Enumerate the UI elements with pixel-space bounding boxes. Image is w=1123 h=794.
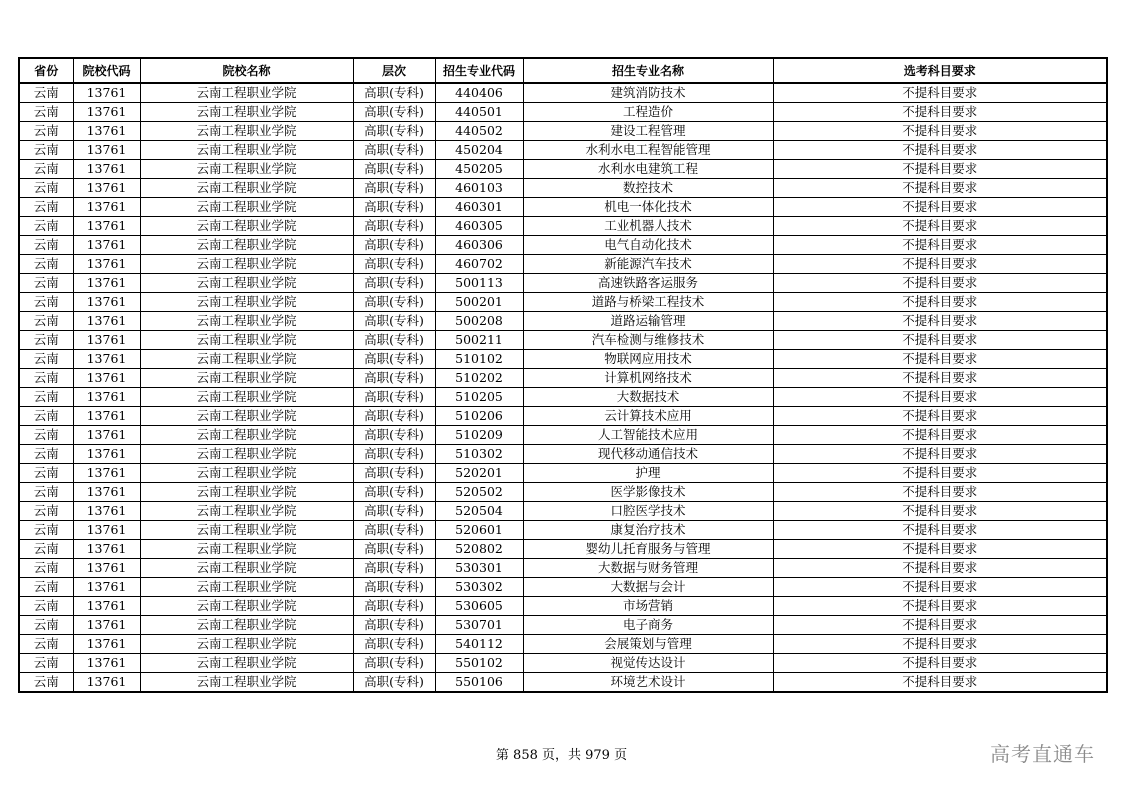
cell-level: 高职(专科): [353, 217, 435, 236]
cell-major-name: 护理: [523, 464, 773, 483]
cell-level: 高职(专科): [353, 255, 435, 274]
cell-school-code: 13761: [73, 255, 140, 274]
cell-major-name: 大数据与财务管理: [523, 559, 773, 578]
cell-school-code: 13761: [73, 160, 140, 179]
header-school-code: 院校代码: [73, 58, 140, 83]
cell-level: 高职(专科): [353, 578, 435, 597]
cell-major-code: 440502: [435, 122, 523, 141]
cell-major-code: 550102: [435, 654, 523, 673]
table-row: [19, 673, 1107, 693]
cell-school-name: 云南工程职业学院: [140, 103, 353, 122]
cell-school-name: 云南工程职业学院: [140, 426, 353, 445]
cell-major-name: 婴幼儿托育服务与管理: [523, 540, 773, 559]
cell-level: 高职(专科): [353, 236, 435, 255]
cell-school-code: 13761: [73, 293, 140, 312]
cell-school-name: 云南工程职业学院: [140, 122, 353, 141]
table-row: [19, 597, 1107, 616]
cell-subject-requirement: 不提科目要求: [773, 635, 1107, 654]
cell-major-code: 460702: [435, 255, 523, 274]
cell-major-name: 机电一体化技术: [523, 198, 773, 217]
cell-major-name: 计算机网络技术: [523, 369, 773, 388]
cell-province: 云南: [19, 255, 73, 274]
cell-school-code: 13761: [73, 654, 140, 673]
table-row: [19, 274, 1107, 293]
cell-subject-requirement: 不提科目要求: [773, 464, 1107, 483]
cell-subject-requirement: 不提科目要求: [773, 236, 1107, 255]
cell-level: 高职(专科): [353, 293, 435, 312]
table-row: [19, 521, 1107, 540]
cell-school-name: 云南工程职业学院: [140, 673, 353, 693]
cell-major-code: 550106: [435, 673, 523, 693]
cell-province: 云南: [19, 217, 73, 236]
cell-school-code: 13761: [73, 673, 140, 693]
cell-major-code: 460305: [435, 217, 523, 236]
cell-major-name: 康复治疗技术: [523, 521, 773, 540]
cell-province: 云南: [19, 578, 73, 597]
cell-school-code: 13761: [73, 464, 140, 483]
table-row: [19, 103, 1107, 122]
cell-major-code: 520802: [435, 540, 523, 559]
cell-subject-requirement: 不提科目要求: [773, 388, 1107, 407]
cell-subject-requirement: 不提科目要求: [773, 331, 1107, 350]
cell-subject-requirement: 不提科目要求: [773, 654, 1107, 673]
cell-school-code: 13761: [73, 331, 140, 350]
cell-subject-requirement: 不提科目要求: [773, 407, 1107, 426]
cell-level: 高职(专科): [353, 141, 435, 160]
cell-province: 云南: [19, 274, 73, 293]
cell-major-name: 数控技术: [523, 179, 773, 198]
cell-subject-requirement: 不提科目要求: [773, 559, 1107, 578]
cell-major-name: 口腔医学技术: [523, 502, 773, 521]
cell-major-code: 500208: [435, 312, 523, 331]
cell-major-code: 510202: [435, 369, 523, 388]
cell-major-code: 510102: [435, 350, 523, 369]
cell-school-name: 云南工程职业学院: [140, 217, 353, 236]
cell-province: 云南: [19, 350, 73, 369]
cell-subject-requirement: 不提科目要求: [773, 502, 1107, 521]
cell-subject-requirement: 不提科目要求: [773, 578, 1107, 597]
cell-major-name: 电气自动化技术: [523, 236, 773, 255]
cell-province: 云南: [19, 369, 73, 388]
cell-level: 高职(专科): [353, 122, 435, 141]
header-subject-requirement: 选考科目要求: [773, 58, 1107, 83]
cell-level: 高职(专科): [353, 464, 435, 483]
cell-major-name: 现代移动通信技术: [523, 445, 773, 464]
table-row: [19, 293, 1107, 312]
cell-province: 云南: [19, 559, 73, 578]
cell-subject-requirement: 不提科目要求: [773, 160, 1107, 179]
table-row: [19, 369, 1107, 388]
cell-school-code: 13761: [73, 578, 140, 597]
cell-school-code: 13761: [73, 236, 140, 255]
cell-province: 云南: [19, 198, 73, 217]
page-number: 第 858 页，共 979 页: [495, 748, 628, 763]
cell-major-code: 460103: [435, 179, 523, 198]
cell-province: 云南: [19, 122, 73, 141]
table-row: [19, 502, 1107, 521]
cell-school-code: 13761: [73, 521, 140, 540]
cell-school-code: 13761: [73, 179, 140, 198]
cell-province: 云南: [19, 521, 73, 540]
cell-major-code: 510209: [435, 426, 523, 445]
table-row: [19, 388, 1107, 407]
cell-major-name: 建筑消防技术: [523, 83, 773, 103]
cell-level: 高职(专科): [353, 521, 435, 540]
table-row: [19, 540, 1107, 559]
cell-school-code: 13761: [73, 616, 140, 635]
cell-subject-requirement: 不提科目要求: [773, 217, 1107, 236]
cell-major-name: 道路运输管理: [523, 312, 773, 331]
cell-school-name: 云南工程职业学院: [140, 141, 353, 160]
cell-school-code: 13761: [73, 141, 140, 160]
cell-school-code: 13761: [73, 122, 140, 141]
cell-level: 高职(专科): [353, 160, 435, 179]
cell-school-name: 云南工程职业学院: [140, 521, 353, 540]
cell-school-code: 13761: [73, 559, 140, 578]
cell-school-code: 13761: [73, 540, 140, 559]
cell-major-code: 520201: [435, 464, 523, 483]
cell-province: 云南: [19, 673, 73, 693]
cell-province: 云南: [19, 445, 73, 464]
table-row: [19, 426, 1107, 445]
cell-province: 云南: [19, 293, 73, 312]
cell-major-name: 环境艺术设计: [523, 673, 773, 693]
cell-subject-requirement: 不提科目要求: [773, 597, 1107, 616]
cell-major-code: 460301: [435, 198, 523, 217]
cell-major-name: 水利水电工程智能管理: [523, 141, 773, 160]
cell-level: 高职(专科): [353, 597, 435, 616]
cell-major-name: 新能源汽车技术: [523, 255, 773, 274]
cell-major-code: 500113: [435, 274, 523, 293]
table-row: [19, 616, 1107, 635]
cell-school-name: 云南工程职业学院: [140, 179, 353, 198]
table-row: [19, 179, 1107, 198]
cell-school-code: 13761: [73, 217, 140, 236]
cell-subject-requirement: 不提科目要求: [773, 274, 1107, 293]
cell-level: 高职(专科): [353, 274, 435, 293]
cell-major-name: 大数据与会计: [523, 578, 773, 597]
cell-subject-requirement: 不提科目要求: [773, 312, 1107, 331]
cell-school-name: 云南工程职业学院: [140, 578, 353, 597]
cell-province: 云南: [19, 502, 73, 521]
cell-subject-requirement: 不提科目要求: [773, 83, 1107, 103]
cell-subject-requirement: 不提科目要求: [773, 255, 1107, 274]
table-row: [19, 559, 1107, 578]
cell-school-name: 云南工程职业学院: [140, 654, 353, 673]
cell-major-name: 医学影像技术: [523, 483, 773, 502]
cell-major-code: 500211: [435, 331, 523, 350]
cell-school-name: 云南工程职业学院: [140, 331, 353, 350]
cell-level: 高职(专科): [353, 198, 435, 217]
table-row: [19, 635, 1107, 654]
cell-level: 高职(专科): [353, 312, 435, 331]
cell-major-code: 440501: [435, 103, 523, 122]
cell-province: 云南: [19, 426, 73, 445]
header-province: 省份: [19, 58, 73, 83]
cell-province: 云南: [19, 388, 73, 407]
cell-level: 高职(专科): [353, 616, 435, 635]
cell-major-name: 汽车检测与维修技术: [523, 331, 773, 350]
cell-school-code: 13761: [73, 369, 140, 388]
cell-level: 高职(专科): [353, 103, 435, 122]
cell-level: 高职(专科): [353, 83, 435, 103]
cell-school-name: 云南工程职业学院: [140, 369, 353, 388]
table-row: [19, 331, 1107, 350]
header-major-code: 招生专业代码: [435, 58, 523, 83]
cell-subject-requirement: 不提科目要求: [773, 198, 1107, 217]
cell-level: 高职(专科): [353, 559, 435, 578]
cell-school-name: 云南工程职业学院: [140, 502, 353, 521]
table-row: [19, 83, 1107, 103]
cell-major-name: 电子商务: [523, 616, 773, 635]
cell-major-name: 市场营销: [523, 597, 773, 616]
cell-province: 云南: [19, 331, 73, 350]
cell-school-code: 13761: [73, 350, 140, 369]
cell-major-name: 工程造价: [523, 103, 773, 122]
cell-school-code: 13761: [73, 635, 140, 654]
cell-school-name: 云南工程职业学院: [140, 350, 353, 369]
cell-school-name: 云南工程职业学院: [140, 83, 353, 103]
cell-province: 云南: [19, 83, 73, 103]
cell-major-code: 460306: [435, 236, 523, 255]
cell-subject-requirement: 不提科目要求: [773, 293, 1107, 312]
cell-subject-requirement: 不提科目要求: [773, 179, 1107, 198]
cell-subject-requirement: 不提科目要求: [773, 483, 1107, 502]
cell-subject-requirement: 不提科目要求: [773, 673, 1107, 693]
header-level: 层次: [353, 58, 435, 83]
cell-subject-requirement: 不提科目要求: [773, 616, 1107, 635]
cell-level: 高职(专科): [353, 502, 435, 521]
cell-province: 云南: [19, 141, 73, 160]
cell-major-name: 云计算技术应用: [523, 407, 773, 426]
cell-school-code: 13761: [73, 502, 140, 521]
cell-level: 高职(专科): [353, 350, 435, 369]
cell-school-name: 云南工程职业学院: [140, 616, 353, 635]
cell-school-code: 13761: [73, 103, 140, 122]
table-row: [19, 483, 1107, 502]
cell-school-name: 云南工程职业学院: [140, 236, 353, 255]
cell-subject-requirement: 不提科目要求: [773, 350, 1107, 369]
cell-subject-requirement: 不提科目要求: [773, 103, 1107, 122]
cell-school-name: 云南工程职业学院: [140, 407, 353, 426]
cell-major-code: 530701: [435, 616, 523, 635]
cell-major-name: 水利水电建筑工程: [523, 160, 773, 179]
cell-school-name: 云南工程职业学院: [140, 445, 353, 464]
cell-major-code: 440406: [435, 83, 523, 103]
cell-major-code: 520502: [435, 483, 523, 502]
cell-level: 高职(专科): [353, 445, 435, 464]
cell-school-name: 云南工程职业学院: [140, 255, 353, 274]
cell-level: 高职(专科): [353, 426, 435, 445]
cell-school-code: 13761: [73, 597, 140, 616]
cell-school-code: 13761: [73, 388, 140, 407]
cell-school-code: 13761: [73, 426, 140, 445]
cell-major-name: 会展策划与管理: [523, 635, 773, 654]
cell-school-name: 云南工程职业学院: [140, 312, 353, 331]
cell-school-name: 云南工程职业学院: [140, 464, 353, 483]
table-row: [19, 255, 1107, 274]
cell-major-name: 工业机器人技术: [523, 217, 773, 236]
cell-province: 云南: [19, 540, 73, 559]
header-major-name: 招生专业名称: [523, 58, 773, 83]
cell-school-code: 13761: [73, 483, 140, 502]
table-row: [19, 160, 1107, 179]
cell-subject-requirement: 不提科目要求: [773, 540, 1107, 559]
cell-major-name: 人工智能技术应用: [523, 426, 773, 445]
cell-school-name: 云南工程职业学院: [140, 635, 353, 654]
table-row: [19, 445, 1107, 464]
cell-major-code: 450205: [435, 160, 523, 179]
cell-province: 云南: [19, 464, 73, 483]
cell-level: 高职(专科): [353, 407, 435, 426]
cell-province: 云南: [19, 312, 73, 331]
cell-major-name: 大数据技术: [523, 388, 773, 407]
cell-level: 高职(专科): [353, 369, 435, 388]
cell-level: 高职(专科): [353, 635, 435, 654]
cell-level: 高职(专科): [353, 179, 435, 198]
cell-school-code: 13761: [73, 407, 140, 426]
cell-major-code: 510302: [435, 445, 523, 464]
admissions-table: [18, 57, 1108, 693]
cell-major-code: 540112: [435, 635, 523, 654]
cell-major-code: 530302: [435, 578, 523, 597]
cell-major-name: 物联网应用技术: [523, 350, 773, 369]
cell-subject-requirement: 不提科目要求: [773, 426, 1107, 445]
cell-province: 云南: [19, 160, 73, 179]
cell-province: 云南: [19, 179, 73, 198]
cell-subject-requirement: 不提科目要求: [773, 122, 1107, 141]
cell-school-name: 云南工程职业学院: [140, 293, 353, 312]
table-row: [19, 464, 1107, 483]
cell-school-code: 13761: [73, 198, 140, 217]
cell-province: 云南: [19, 635, 73, 654]
cell-school-name: 云南工程职业学院: [140, 540, 353, 559]
cell-major-name: 道路与桥梁工程技术: [523, 293, 773, 312]
cell-province: 云南: [19, 654, 73, 673]
cell-province: 云南: [19, 483, 73, 502]
cell-major-code: 530605: [435, 597, 523, 616]
cell-province: 云南: [19, 407, 73, 426]
cell-province: 云南: [19, 597, 73, 616]
cell-major-name: 高速铁路客运服务: [523, 274, 773, 293]
cell-level: 高职(专科): [353, 654, 435, 673]
table-row: [19, 312, 1107, 331]
cell-major-code: 500201: [435, 293, 523, 312]
cell-province: 云南: [19, 103, 73, 122]
table-row: [19, 217, 1107, 236]
cell-province: 云南: [19, 236, 73, 255]
cell-school-name: 云南工程职业学院: [140, 597, 353, 616]
cell-school-code: 13761: [73, 274, 140, 293]
cell-subject-requirement: 不提科目要求: [773, 141, 1107, 160]
cell-level: 高职(专科): [353, 483, 435, 502]
cell-major-code: 510205: [435, 388, 523, 407]
cell-school-code: 13761: [73, 445, 140, 464]
cell-level: 高职(专科): [353, 331, 435, 350]
cell-major-code: 520504: [435, 502, 523, 521]
table-row: [19, 654, 1107, 673]
table-row: [19, 236, 1107, 255]
cell-subject-requirement: 不提科目要求: [773, 521, 1107, 540]
watermark: 高考直通车: [990, 742, 1095, 766]
cell-school-name: 云南工程职业学院: [140, 559, 353, 578]
cell-major-code: 530301: [435, 559, 523, 578]
table-row: [19, 578, 1107, 597]
cell-major-code: 510206: [435, 407, 523, 426]
cell-school-name: 云南工程职业学院: [140, 483, 353, 502]
cell-major-code: 450204: [435, 141, 523, 160]
cell-school-code: 13761: [73, 312, 140, 331]
table-row: [19, 122, 1107, 141]
cell-province: 云南: [19, 616, 73, 635]
cell-school-name: 云南工程职业学院: [140, 388, 353, 407]
header-school-name: 院校名称: [140, 58, 353, 83]
cell-school-name: 云南工程职业学院: [140, 274, 353, 293]
cell-level: 高职(专科): [353, 388, 435, 407]
cell-subject-requirement: 不提科目要求: [773, 369, 1107, 388]
cell-major-name: 视觉传达设计: [523, 654, 773, 673]
cell-school-code: 13761: [73, 83, 140, 103]
table-row: [19, 350, 1107, 369]
table-row: [19, 198, 1107, 217]
header-row: [19, 58, 1107, 83]
cell-school-name: 云南工程职业学院: [140, 160, 353, 179]
table-row: [19, 407, 1107, 426]
table-row: [19, 141, 1107, 160]
cell-level: 高职(专科): [353, 540, 435, 559]
cell-subject-requirement: 不提科目要求: [773, 445, 1107, 464]
cell-school-name: 云南工程职业学院: [140, 198, 353, 217]
cell-level: 高职(专科): [353, 673, 435, 693]
cell-major-code: 520601: [435, 521, 523, 540]
cell-major-name: 建设工程管理: [523, 122, 773, 141]
